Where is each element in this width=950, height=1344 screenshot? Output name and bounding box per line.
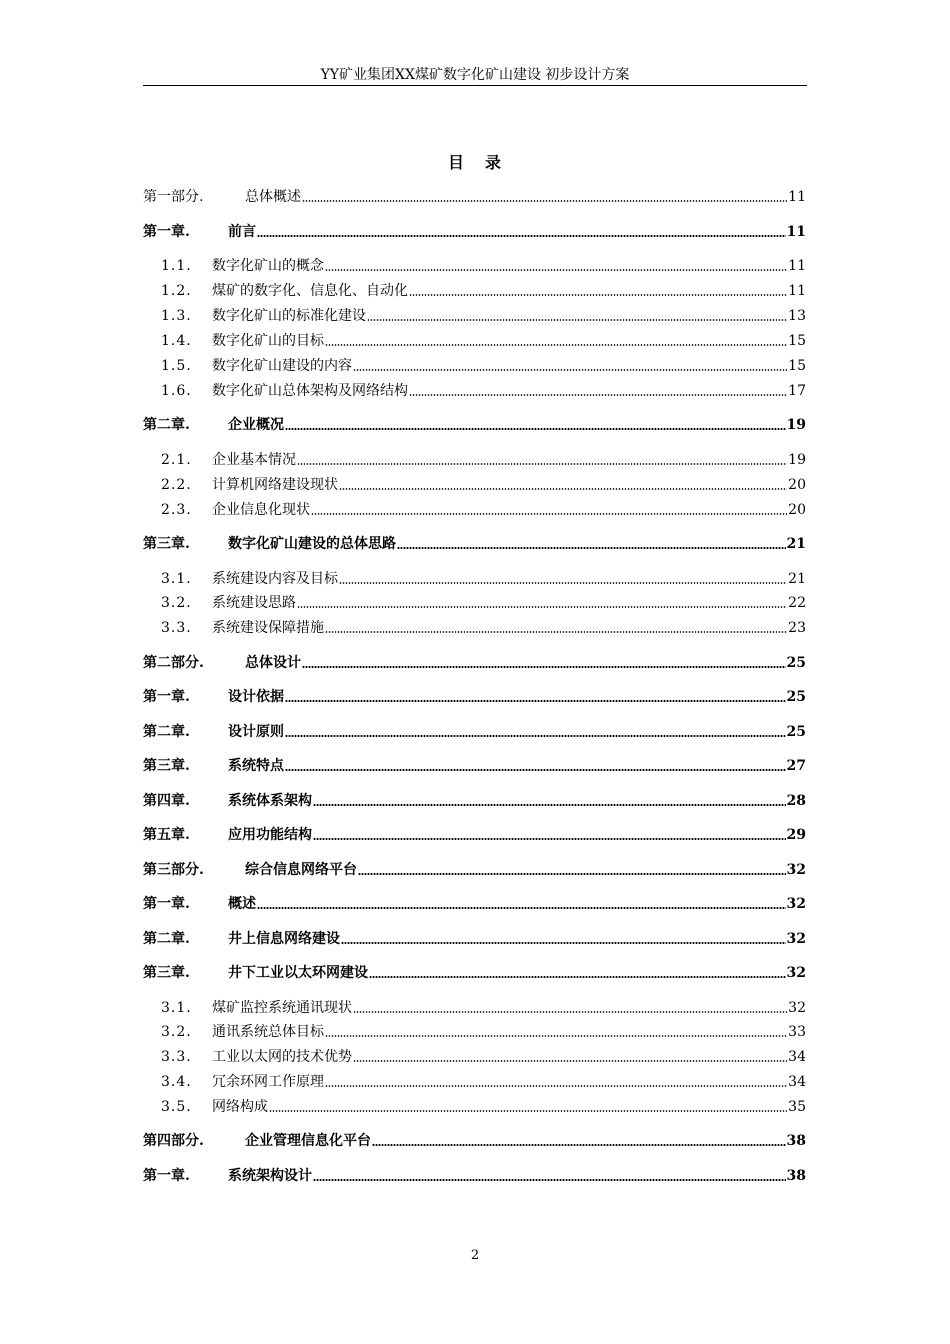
toc-dot-leader <box>358 873 786 875</box>
toc-entry-page: 19 <box>788 452 806 468</box>
toc-entry-number: 3.5. <box>161 1099 192 1115</box>
toc-entry-page: 28 <box>786 793 806 809</box>
toc-entry-page: 25 <box>786 689 806 705</box>
toc-entry-page: 11 <box>788 283 806 299</box>
toc-dot-leader <box>397 547 786 549</box>
toc-entry[interactable] <box>143 380 806 400</box>
toc-entry-page: 13 <box>788 308 806 324</box>
toc-heading <box>143 150 807 173</box>
toc-entry[interactable] <box>143 997 806 1017</box>
toc-entry-page: 20 <box>788 477 806 493</box>
toc-entry-number: 3.4. <box>161 1074 192 1090</box>
header-rule <box>143 85 807 86</box>
toc-entry-page: 35 <box>788 1099 806 1115</box>
toc-entry-title: 设计原则 <box>228 724 284 740</box>
toc-entry[interactable] <box>143 1021 806 1041</box>
toc-entry-number: 第二章. <box>143 417 190 433</box>
toc-entry[interactable] <box>143 1096 806 1116</box>
toc-entry-title: 系统特点 <box>228 758 284 774</box>
toc-entry[interactable] <box>143 928 806 948</box>
toc-entry-title: 数字化矿山建设的总体思路 <box>228 536 396 552</box>
toc-entry-page: 32 <box>786 931 806 947</box>
toc-entry-title: 企业管理信息化平台 <box>245 1133 371 1149</box>
toc-dot-leader <box>325 1035 787 1037</box>
toc-entry[interactable] <box>143 1046 806 1066</box>
toc-dot-leader <box>339 488 787 490</box>
toc-entry-number: 第二部分. <box>143 655 204 671</box>
toc-dot-leader <box>313 838 786 840</box>
toc-entry-title: 系统建设思路 <box>212 595 296 611</box>
toc-dot-leader <box>257 907 786 909</box>
toc-entry-page: 11 <box>786 224 806 240</box>
toc-entry[interactable] <box>143 1071 806 1091</box>
toc-entry-title: 通讯系统总体目标 <box>212 1024 324 1040</box>
toc-dot-leader <box>341 942 786 944</box>
toc-entry-title: 煤矿的数字化、信息化、自动化 <box>212 283 408 299</box>
toc-entry[interactable] <box>143 1130 806 1150</box>
toc-entry-number: 3.2. <box>161 595 192 611</box>
toc-entry-title: 数字化矿山总体架构及网络结构 <box>212 383 408 399</box>
toc-entry-page: 11 <box>788 258 806 274</box>
page-number: 2 <box>470 1248 480 1263</box>
toc-entry-title: 企业基本情况 <box>212 452 296 468</box>
toc-entry[interactable] <box>143 686 806 706</box>
toc-entry-page: 17 <box>788 383 806 399</box>
toc-entry-number: 第一章. <box>143 689 190 705</box>
toc-entry-title: 井上信息网络建设 <box>228 931 340 947</box>
toc-entry-number: 2.2. <box>161 477 192 493</box>
toc-dot-leader <box>302 200 787 202</box>
toc-entry[interactable] <box>143 652 806 672</box>
toc-entry-page: 21 <box>788 571 806 587</box>
toc-entry[interactable] <box>143 355 806 375</box>
toc-dot-leader <box>285 735 786 737</box>
toc-entry-title: 井下工业以太环网建设 <box>228 965 368 981</box>
toc-entry-title: 数字化矿山的概念 <box>212 258 324 274</box>
toc-entry[interactable] <box>143 330 806 350</box>
toc-entry[interactable] <box>143 859 806 879</box>
toc-entry[interactable] <box>143 1165 806 1185</box>
toc-entry-number: 3.3. <box>161 620 192 636</box>
toc-entry-page: 32 <box>788 1000 806 1016</box>
toc-entry[interactable] <box>143 617 806 637</box>
toc-entry[interactable] <box>143 893 806 913</box>
toc-entry[interactable] <box>143 962 806 982</box>
toc-entry-title: 系统架构设计 <box>228 1168 312 1184</box>
toc-entry-page: 22 <box>788 595 806 611</box>
toc-dot-leader <box>353 1060 787 1062</box>
toc-dot-leader <box>257 235 786 237</box>
toc-entry-title: 系统建设内容及目标 <box>212 571 338 587</box>
toc-entry-title: 综合信息网络平台 <box>245 862 357 878</box>
toc-entry-page: 21 <box>786 536 806 552</box>
toc-entry-page: 25 <box>786 724 806 740</box>
toc-entry-number: 1.5. <box>161 358 192 374</box>
toc-entry-title: 工业以太网的技术优势 <box>212 1049 352 1065</box>
toc-dot-leader <box>269 1110 787 1112</box>
toc-entry-number: 3.2. <box>161 1024 192 1040</box>
toc-entry[interactable] <box>143 449 806 469</box>
toc-entry[interactable] <box>143 255 806 275</box>
toc-entry-number: 第五章. <box>143 827 190 843</box>
toc-entry-page: 34 <box>788 1074 806 1090</box>
toc-entry-page: 15 <box>788 358 806 374</box>
toc-entry-page: 20 <box>788 502 806 518</box>
toc-entry-number: 第三章. <box>143 965 190 981</box>
toc-entry-page: 25 <box>786 655 806 671</box>
toc-entry[interactable] <box>143 824 806 844</box>
toc-entry-page: 19 <box>786 417 806 433</box>
toc-entry-title: 企业信息化现状 <box>212 502 310 518</box>
toc-entry-page: 29 <box>786 827 806 843</box>
toc-entry-title: 前言 <box>228 224 256 240</box>
toc-entry[interactable] <box>143 499 806 519</box>
toc-entry-number: 1.3. <box>161 308 192 324</box>
toc-entry-page: 23 <box>788 620 806 636</box>
toc-entry-title: 应用功能结构 <box>228 827 312 843</box>
toc-dot-leader <box>409 394 787 396</box>
toc-entry-number: 第一章. <box>143 1168 190 1184</box>
toc-dot-leader <box>325 1085 787 1087</box>
toc-entry-number: 第一章. <box>143 224 190 240</box>
toc-entry-number: 第三章. <box>143 758 190 774</box>
toc-dot-leader <box>311 513 787 515</box>
toc-entry-page: 34 <box>788 1049 806 1065</box>
toc-entry[interactable] <box>143 221 806 241</box>
toc-dot-leader <box>297 606 787 608</box>
running-header: YY矿业集团XX煤矿数字化矿山建设 初步设计方案 <box>320 67 630 83</box>
toc-entry[interactable] <box>143 755 806 775</box>
toc-entry-title: 数字化矿山建设的内容 <box>212 358 352 374</box>
toc-entry[interactable] <box>143 305 806 325</box>
toc-entry-page: 32 <box>786 965 806 981</box>
toc-entry-number: 第二章. <box>143 724 190 740</box>
toc-dot-leader <box>353 369 787 371</box>
toc-dot-leader <box>339 582 787 584</box>
toc-entry-title: 数字化矿山的标准化建设 <box>212 308 366 324</box>
toc-entry[interactable] <box>143 186 806 206</box>
toc-entry-title: 系统建设保障措施 <box>212 620 324 636</box>
toc-entry-title: 总体概述 <box>245 189 301 205</box>
toc-entry-number: 第四部分. <box>143 1133 204 1149</box>
toc-entry-title: 企业概况 <box>228 417 284 433</box>
toc-dot-leader <box>367 319 787 321</box>
toc-entry-number: 1.1. <box>161 258 192 274</box>
toc-entry-number: 第三章. <box>143 536 190 552</box>
toc-dot-leader <box>372 1144 786 1146</box>
toc-entry-title: 网络构成 <box>212 1099 268 1115</box>
toc-dot-leader <box>353 1011 787 1013</box>
toc-entry-title: 煤矿监控系统通讯现状 <box>212 1000 352 1016</box>
toc-entry[interactable] <box>143 474 806 494</box>
toc-dot-leader <box>313 804 786 806</box>
toc-dot-leader <box>369 976 786 978</box>
toc-entry-page: 38 <box>786 1168 806 1184</box>
toc-entry-number: 3.1. <box>161 571 192 587</box>
toc-dot-leader <box>409 294 787 296</box>
toc-entry-number: 1.2. <box>161 283 192 299</box>
toc-entry-number: 1.4. <box>161 333 192 349</box>
toc-entry-number: 3.1. <box>161 1000 192 1016</box>
toc-dot-leader <box>302 666 786 668</box>
toc-entry[interactable] <box>143 280 806 300</box>
toc-entry[interactable] <box>143 568 806 588</box>
toc-dot-leader <box>285 428 786 430</box>
toc-entry-title: 概述 <box>228 896 256 912</box>
toc-dot-leader <box>313 1179 786 1181</box>
toc-entry-title: 设计依据 <box>228 689 284 705</box>
toc-entry-number: 2.3. <box>161 502 192 518</box>
toc-entry-page: 33 <box>788 1024 806 1040</box>
toc-entry-page: 32 <box>786 896 806 912</box>
toc-entry-number: 第一部分. <box>143 189 204 205</box>
toc-entry-title: 数字化矿山的目标 <box>212 333 324 349</box>
toc-entry-page: 32 <box>786 862 806 878</box>
toc-heading-second: 录 <box>485 153 503 172</box>
toc-entry-number: 2.1. <box>161 452 192 468</box>
toc-entry-title: 总体设计 <box>245 655 301 671</box>
toc-entry[interactable] <box>143 592 806 612</box>
toc-dot-leader <box>325 344 787 346</box>
toc-entry-title: 冗余环网工作原理 <box>212 1074 324 1090</box>
toc-entry[interactable] <box>143 414 806 434</box>
toc-heading-first: 目 <box>447 153 465 172</box>
toc-entry-number: 第三部分. <box>143 862 204 878</box>
toc-dot-leader <box>297 463 787 465</box>
toc-entry-page: 11 <box>788 189 806 205</box>
toc-entry-number: 第一章. <box>143 896 190 912</box>
toc-dot-leader <box>325 269 787 271</box>
toc-entry[interactable] <box>143 533 806 553</box>
toc-entry-page: 15 <box>788 333 806 349</box>
toc-entry[interactable] <box>143 721 806 741</box>
toc-entry-title: 计算机网络建设现状 <box>212 477 338 493</box>
toc-entry-page: 38 <box>786 1133 806 1149</box>
toc-dot-leader <box>285 700 786 702</box>
toc-entry-page: 27 <box>786 758 806 774</box>
toc-dot-leader <box>325 631 787 633</box>
toc-entry-number: 1.6. <box>161 383 192 399</box>
toc-entry[interactable] <box>143 790 806 810</box>
toc-entry-number: 3.3. <box>161 1049 192 1065</box>
toc-entry-number: 第二章. <box>143 931 190 947</box>
toc-entry-number: 第四章. <box>143 793 190 809</box>
toc-dot-leader <box>285 769 786 771</box>
toc-entry-title: 系统体系架构 <box>228 793 312 809</box>
